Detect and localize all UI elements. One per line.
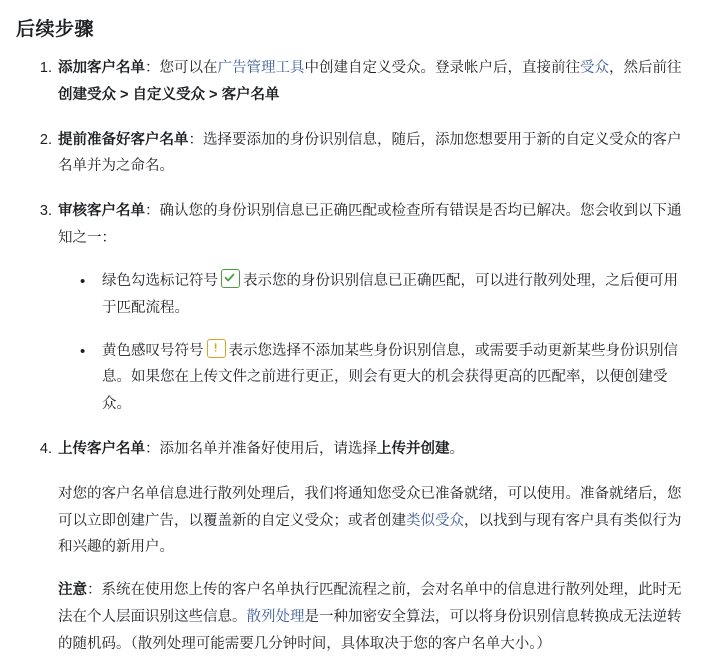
step-1-bold-customer-list: 客户名单 xyxy=(221,86,280,103)
green-check-icon xyxy=(221,269,240,288)
link-lookalike-audience[interactable]: 类似受众 xyxy=(406,512,464,529)
notices-list xyxy=(58,268,691,418)
step-2-text-1: 选择要添加的身份识别信息，随后，添加您想要用于新的自定义受众的客户名单并为之命名。 xyxy=(58,131,682,175)
closing-paragraph xyxy=(14,481,691,561)
step-2-colon: ： xyxy=(188,131,203,148)
step-1-sep-2: > xyxy=(205,86,222,103)
note-colon: ： xyxy=(87,582,102,599)
link-ads-manager[interactable]: 广告管理工具 xyxy=(217,60,305,76)
note-paragraph xyxy=(14,577,691,657)
step-1-text-3: ，然后前往 xyxy=(609,60,682,76)
step-4-lead: 上传客户名单 xyxy=(58,440,145,457)
step-4-colon: ： xyxy=(145,440,160,457)
step-4-text-1: 添加名单并准备好使用后，请选择 xyxy=(159,440,377,457)
step-1-text-2: 中创建自定义受众。登录帐户后，直接前往 xyxy=(304,60,580,76)
step-3-text-1: 确认您的身份识别信息已正确匹配或检查所有错误是否均已解决。您会收到以下通知之一： xyxy=(58,203,682,247)
step-1-lead: 添加客户名单 xyxy=(58,60,145,76)
link-audiences[interactable]: 受众 xyxy=(580,60,609,76)
note-text-2: 是一种加密安全算法，可以将身份识别信息转换成无法逆转的随机码。（散列处理可能需要几分钟时间，具体取决于您的客户名单大小。） xyxy=(58,609,682,652)
notice-yellow-text-2: 表示您选择不添加某些身份识别信息，或需要手动更新某些身份识别信息。如果您在上传文件之前进行更正，则会有更大的机会获得更高的匹配率，以便创建受众。 xyxy=(102,342,678,413)
step-1-bold-custom-audience: 自定义受众 xyxy=(132,86,206,103)
closing-text-1: 对您的客户名单信息进行散列处理后，我们将通知您受众已准备就绪，可以使用。准备就绪后，您可以立即创建广告，以覆盖新的自定义受众；或者创建 xyxy=(58,485,682,529)
page-title: 后续步骤 xyxy=(16,19,95,40)
step-2-lead: 提前准备好客户名单 xyxy=(58,131,189,148)
step-1-bold-create-audience: 创建受众 xyxy=(58,86,116,103)
notice-green-text-2: 表示您的身份识别信息已正确匹配，可以进行散列处理，之后便可用于匹配流程。 xyxy=(102,272,678,316)
yellow-exclamation-icon xyxy=(207,339,226,358)
step-4-text-2: 。 xyxy=(449,440,464,457)
notice-green-text-1: 绿色勾选标记符号 xyxy=(102,272,218,289)
step-item-4 xyxy=(14,436,691,463)
step-1-sep-1: > xyxy=(116,86,133,103)
notice-yellow-text-1: 黄色感叹号符号 xyxy=(102,342,204,359)
step-item-1 xyxy=(14,55,691,109)
step-1-text-1: 您可以在 xyxy=(159,60,218,76)
step-3-lead: 审核客户名单 xyxy=(58,203,145,220)
step-1-colon: ： xyxy=(145,60,160,76)
step-4-bold-upload-create: 上传并创建 xyxy=(377,440,450,457)
step-3-colon: ： xyxy=(145,203,160,220)
note-text-1: 系统在使用您上传的客户名单执行匹配流程之前，会对名单中的信息进行散列处理，此时无法在个人层面识别这些信息。 xyxy=(58,582,682,625)
link-hashing[interactable]: 散列处理 xyxy=(246,609,305,625)
step-item-3 xyxy=(14,198,691,418)
step-item-2 xyxy=(14,127,691,181)
closing-text-2: ，以找到与现有客户具有类似行为和兴趣的新用户。 xyxy=(58,512,682,556)
note-label: 注意 xyxy=(58,582,87,599)
notice-item-yellow xyxy=(58,338,691,418)
steps-list xyxy=(14,55,691,463)
notice-item-green xyxy=(58,268,691,322)
